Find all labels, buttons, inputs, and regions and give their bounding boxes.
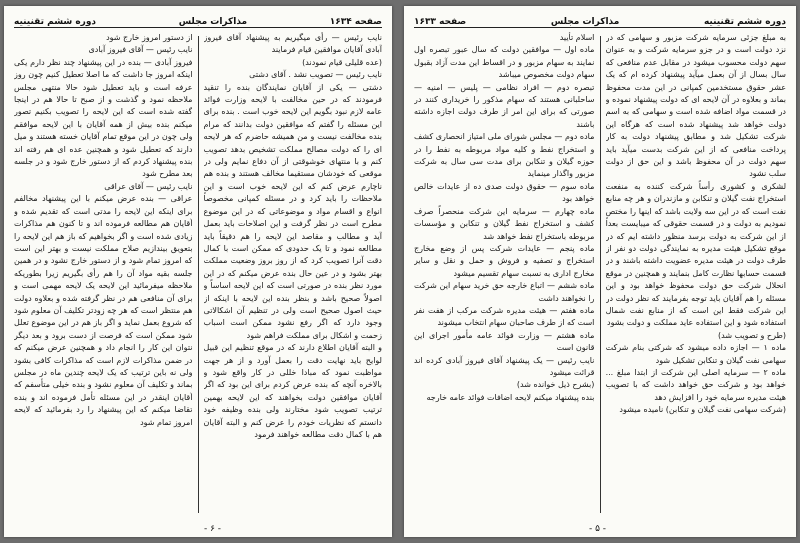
paragraph: نایب رئیس — آقای فیروز آبادی	[88, 45, 193, 55]
paragraph: (بشرح ذیل خوانده شد)	[516, 380, 595, 390]
right-page-right-column	[606, 32, 786, 519]
paragraph: لشکری و کشوری رأساً شرکت کننده به منفعت استخراج نفت گیلان و تنکابن و مازندران و هر چه منابع نفت است که در این سه ولایت باشد که اینها را مختص نمودیم به دولت و در قسمت حقوقی که میبایست بعداً از این شرکت به دولت برسد منظور داشته ایم که در موقع تشکیل هیئت مدیره به نمایندگی دولت دو نفر از طرف دولت در هیئت مدیره عضویت داشته باشند و در قسمت حسابها نظارت کامل بنمایند و همچنین در موقع انحلال شرکت حق دولت محفوظ خواهد بود و این مسئله را هم آقایان باید توجه بفرمایند که نظر دولت در این شرکت فقط این است که از منابع نفت شمال استفاده شود و این استفاده عاید مملکت و دولت بشود	[605, 181, 786, 328]
right-page	[404, 6, 796, 537]
left-page-header	[14, 11, 382, 28]
paragraph: ماده پنجم — عایدات شرکت پس از وضع مخارج استخراج و تصفیه و فروش و حمل و نقل و سایر مخارج اداری به نسبت سهام تقسیم میشود	[414, 243, 595, 278]
paragraph: ماده دوم — مجلس شورای ملی امتیاز انحصاری کشف و استخراج نفط و کلیه مواد مربوطه به نفط را در حوزه گیلان و تنکابن برای مدت سی سال به شرکت مزبور واگذار مینماید	[414, 132, 595, 179]
right-page-title: مذاکرات مجلس	[550, 17, 620, 27]
paragraph: ماده ۲ — سرمایه اصلی این شرکت از ابتدا مبلغ ... خواهد بود و شرکت حق خواهد داشت که با تصویب هیئت مدیره سرمایه خود را افزایش دهد	[605, 367, 786, 402]
left-page	[4, 6, 392, 537]
paragraph: بنده پیشنهاد میکنم لایحه اضافات فوائد عامه خارجه	[426, 392, 595, 402]
paragraph: به مبلغ جزئی سرمایه شرکت مزبور و سهامی که در نزد دولت است و در جزو سرمایه شرکت و به عنوان سهم دولت محسوب میشود در مقابل عدم منافعی که سال بسال از آن بعمل میآید پیشنهاد کرده ام که یک عشر حقوق مستخدمین کمپانی در این مدت محفوظ بماند و بعلاوه در آن لایحه ای که دولت پیشنهاد نموده و در قسمت مواد اضافه شده است و سهامی که به اسم دولت خواهد شد پیشنهاد شده است که هرگاه این شرکت تشکیل شد و مطابق پیشنهاد دولت به کار پرداخت منافعی که از این شرکت بدست میآید باید سهم دولت در آن محفوظ باشد و این حق از دولت سلب نشود	[605, 33, 786, 179]
paragraph: از دستور امروز خارج شود	[106, 33, 193, 42]
paragraph: ماده ششم — اتباع خارجه حق خرید سهام این شرکت را نخواهند داشت	[414, 281, 595, 303]
paragraph: و البته آقایان اطلاع دارند که در موقع تنظیم این قبیل لوایح باید نهایت دقت را بعمل آورد و از هر جهت مواظبت نمود که مبادا خللی در کار واقع شود و بالاخره آنچه که بنده عرض کردم برای این بود که اگر آقایان موافقین دولت بخواهند که این لایحه بهمین ترتیب تصویب شود مختارند ولی بنده وظیفه خود دانستم که نظریات خودم را عرض کنم و البته آقایان هم با کمال دقت مطالعه خواهند فرمود	[203, 343, 382, 439]
left-page-title: مذاکرات مجلس	[178, 17, 248, 27]
left-page-right-column	[204, 32, 382, 519]
paragraph: اسلام تأیید	[559, 33, 595, 42]
right-page-footer-number: - ۵ -	[589, 524, 607, 534]
paragraph: تبصره دوم — افراد نظامی — پلیس — امنیه — ساحلبانی هستند که سهام مذکور را خریداری کنند در صورتی که برای این امر از طرف دولت اجازه داشته باشند	[414, 82, 595, 129]
paragraph: (شرکت سهامی نفت گیلان و تنکابن) نامیده میشود	[619, 405, 786, 415]
paragraph: عراقی — بنده عرض میکنم با این پیشنهاد مخالفم برای اینکه این لایحه را مدتی است که تقدیم شده و آقایان هم مطالعه فرموده اند و تا کنون هم مذاکرات زیادی شده است و اگر بخواهیم که باز هم این لایحه را بتعویق بیندازیم صلاح مملکت نیست و بهتر این است که امروز تمام شود و از دستور خارج نشود و در همین جلسه بقیه مواد آن را هم رأی بگیریم زیرا بطوریکه ملاحظه میفرمائید این لایحه یک لایحه مهمی است و برای آن منافعی هم در نظر گرفته شده و بعلاوه دولت هم منتظر است که هر چه زودتر تکلیف آن معلوم شود که شروع بعمل نماید و اگر باز هم در این موضوع تعلل شود ممکن است که فرصت از دست برود و بعد دیگر نتوان این کار را انجام داد و همچنین عرض میکنم که در ضمن مذاکرات لازم است که مذاکرات کافی بشود ولی نه باین ترتیب که یک لایحه چندین ماه در مجلس بماند و تکلیف آن معلوم نشود و بنده خیلی متأسفم که آقایان اینقدر در این مسئله تأمل فرموده اند و بنده تقاضا میکنم که این پیشنهاد را رد بفرمائید که لایحه امروز تمام شود	[14, 194, 193, 427]
right-page-session: دوره ششم تقنینیه	[703, 17, 786, 27]
paragraph: نایب رئیس — آقای عراقی	[104, 181, 193, 191]
paragraph: دشتی — یکی از آقایان نمایندگان بنده را تنقید فرمودند که در حین مخالفت با لایحه وزارت فوائد عامه لازم نبود بگویم این لایحه خوب است . بنده برای این مسئله را گفتم که موافقین دولت بدانند که مرام بنده مخالفت نیست و من همیشه حاضرم که هر لایحه ای را که دولت مصالح مملکت تشخیص بدهد تصویب کنم و با منتهای خوشوقتی از آن دفاع نمایم ولی در موقعی که خودشان مستقیما مخالف هستند و بنده هم ناچارم عرض کنم که این لایحه خوب است و این ملاحظات را باید کرد و در مسئله کمپانی مخصوصاً انواع و اقسام مواد و موضوعاتی که در این موضوع مطرح است در نظر گرفت و این اصلاحات باید بعمل آید و مطالب و مقاصد این لایحه را هم دقیقاً باید مطالعه نمود و تا یک حدودی که ممکن است با کمال دقت آنرا تصویب کرد که از روز بروز وضعیت مملکت بهتر بشود و در عین حال بنده عرض میکنم که در این مورد نظر بنده در صورتی است که این لایحه اساساً و اصولاً صحیح باشد و بنظر بنده این لایحه با اینکه از حیث اصول صحیح است ولی در تنظیم آن اشکالاتی وجود دارد که اگر رفع نشود ممکن است اسباب زحمت و اشکال برای مملکت فراهم شود	[203, 82, 382, 340]
left-page-left-column	[14, 32, 192, 519]
paragraph: ماده هفتم — هیئت مدیره شرکت مرکب از هفت نفر است که از طرف صاحبان سهام انتخاب میشوند	[414, 305, 595, 328]
right-page-header	[414, 11, 786, 28]
paragraph: ماده هشتم — وزارت فوائد عامه مأمور اجرای این قانون است	[414, 330, 595, 353]
right-page-left-column	[414, 32, 594, 519]
left-page-session: دوره ششم تقنینیه	[14, 17, 97, 27]
paragraph: نایب رئیس — رأی میگیریم به پیشنهاد آقای فیروز آبادی آقایان موافقین قیام فرمایند	[203, 33, 382, 55]
paragraph: ماده سوم — حقوق دولت صدی ده از عایدات خالص خواهد بود	[414, 181, 595, 204]
paragraph: فیروز آبادی — بنده در این پیشنهاد چند نظر دارم یکی اینکه امروز جا داشت که ما اصلا تعطیل کنیم چون روز عرفه است و باید تعطیل شود حالا منتهی مجلس ملاحظه نمود و گذشت و از صبح تا حالا هم در اینجا گفته شده است که این لایحه را تصویب بکنیم تصور میکنم بنده بیش از همه آقایان با این لایحه موافقم ولی چون در این موقع تمام آقایان خسته هستند و میل دارند که تعطیل شود و همچنین عده ای هم رفته اند بنده پیشنهاد کردم که از دستور خارج شود و در جلسه بعد مطرح شود	[14, 57, 193, 179]
right-page-number-label: صفحه ۱۶۳۳	[414, 17, 467, 27]
left-page-number-label: صفحه ۱۶۳۴	[329, 17, 382, 27]
paragraph: ماده اول — موافقین دولت که سال عبور تبصره اول نمایند به سهام مزبور و در اقساط این مدت آزاد بقبول سهام دولت مخصوص میباشد	[414, 45, 595, 80]
paragraph: ماده ۱ — اجازه داده میشود که شرکتی بنام شرکت سهامی نفت گیلان و تنکابن تشکیل شود	[605, 343, 786, 365]
paragraph: ماده چهارم — سرمایه این شرکت منحصراً صرف کشف و استخراج نفط گیلان و تنکابن و مؤسسات مربوطه باستخراج نفط خواهد شد	[414, 206, 595, 241]
paragraph: نایب رئیس — یک پیشنهاد آقای فیروز آبادی کرده اند قرائت میشود	[414, 355, 595, 377]
left-page-footer-number: - ۶ -	[204, 524, 222, 534]
paragraph: (عده قلیلی قیام نمودند)	[302, 57, 382, 67]
paragraph: (طرح و تصویب شد)	[718, 330, 786, 340]
paragraph: نایب رئیس — تصویب نشد . آقای دشتی	[249, 70, 382, 80]
